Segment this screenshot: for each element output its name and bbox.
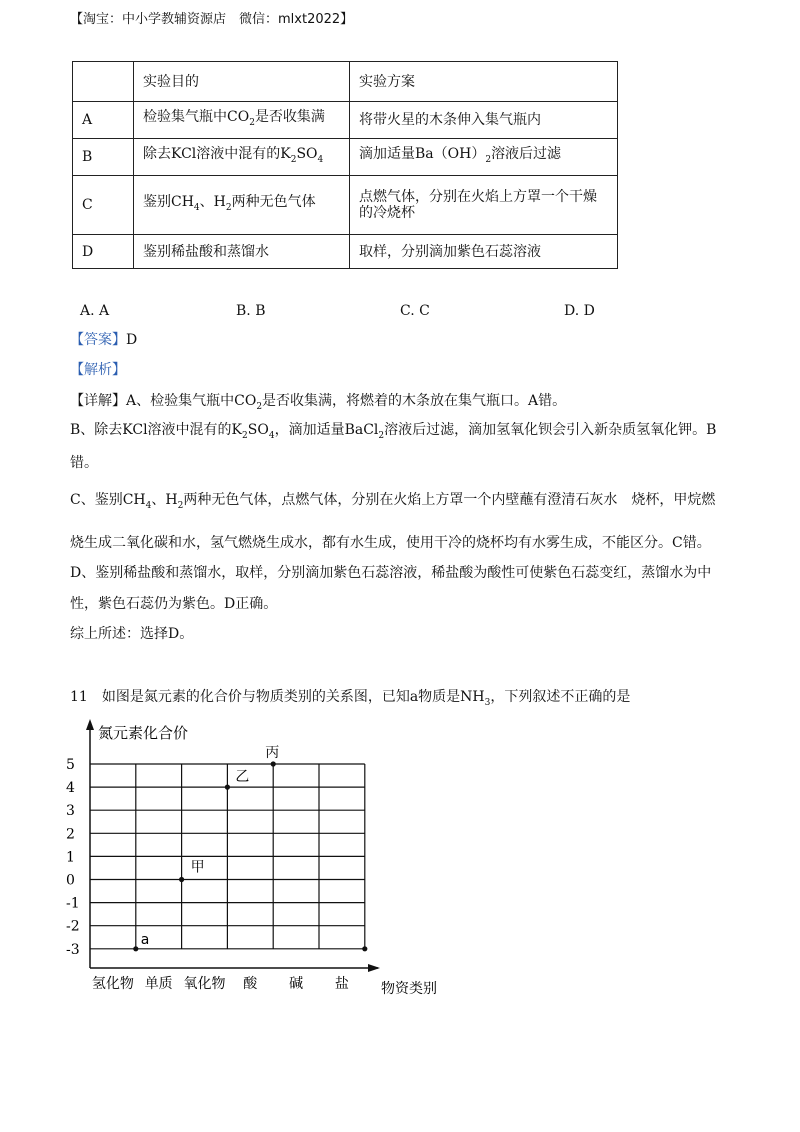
x-tick-label: 单质 [144, 976, 173, 992]
data-points [133, 745, 367, 951]
detail-line-7: 性，紫色石蕊仍为紫色。D正确。 [70, 596, 278, 612]
row-plan: 滴加适量$Ba(OH)_2$溶液后过滤 [350, 139, 618, 176]
data-point [362, 946, 367, 951]
x-tick-label: 盐 [334, 976, 349, 992]
y-tick-label: 1 [66, 849, 75, 866]
data-point [179, 877, 184, 882]
question-11: 11 如图是氮元素的化合价与物质类别的关系图，已知a物质是$NH_3$，下列叙述不正确的是 [70, 689, 631, 708]
analysis-tag: 【解析】 [70, 362, 126, 378]
data-point-label: a [140, 931, 150, 948]
row-purpose: 鉴别稀盐酸和蒸馏水 [134, 235, 350, 269]
option-c: C. C [400, 303, 430, 319]
option-a: A. A [80, 303, 110, 319]
x-tick-label: 碱 [289, 976, 304, 992]
y-tick-label: 2 [66, 826, 75, 843]
detail-line-8: 综上所述：选择D。 [70, 626, 194, 642]
y-axis-arrow [86, 719, 94, 730]
x-tick-label: 酸 [243, 976, 258, 992]
row-plan: 点燃气体，分别在火焰上方罩一个干燥 的冷烧杯 [350, 176, 618, 235]
y-tick-label: -2 [66, 918, 80, 935]
y-tick-labels [66, 757, 80, 958]
data-point [225, 785, 230, 790]
y-tick-label: 5 [66, 757, 75, 773]
option-d: D. D [564, 303, 595, 319]
x-tick-labels [92, 975, 349, 992]
detail-line-1: 【详解】A、检验集气瓶中$CO_2$是否收集满，将燃着的木条放在集气瓶口。A错。 [70, 393, 567, 412]
row-label: D [73, 235, 134, 269]
row-purpose: 鉴别$CH_4$、$H_2$两种无色气体 [134, 176, 350, 235]
y-tick-label: 4 [66, 780, 75, 797]
y-axis-label: 氮元素化合价 [98, 724, 189, 742]
row-label: A [73, 102, 134, 139]
x-tick-label: 氧化物 [183, 976, 226, 992]
data-point-label: 甲 [190, 859, 205, 876]
data-point-label: 丙 [265, 745, 280, 761]
page-header: 【淘宝：中小学教辅资源店 微信：mlxt2022】 [70, 12, 354, 27]
row-label: B [73, 139, 134, 176]
data-point-label: 乙 [235, 769, 250, 786]
x-axis-arrow [368, 964, 380, 972]
y-tick-label: 3 [66, 803, 75, 820]
detail-line-3: 错。 [70, 455, 98, 471]
detail-line-5: 烧生成二氧化碳和水，氢气燃烧生成水，都有水生成，使用干冷的烧杯均有水雾生成，不能区分。C错。 [70, 535, 711, 551]
y-tick-label: -1 [66, 895, 80, 912]
row-plan: 取样，分别滴加紫色石蕊溶液 [350, 235, 618, 269]
data-point [133, 946, 138, 951]
option-b: B. B [236, 303, 266, 319]
detail-line-6: D、鉴别稀盐酸和蒸馏水，取样，分别滴加紫色石蕊溶液，稀盐酸为酸性可使紫色石蕊变红，蒸馏水为中 [70, 565, 712, 581]
answer-tag: 【答案】 [70, 332, 126, 348]
chart-grid [90, 764, 365, 949]
detail-line-4: C、鉴别$CH_4$、$H_2$两种无色气体，点燃气体，分别在火焰上方罩一个内壁蘸有澄清石灰水 烧杯，甲烷燃 [70, 492, 716, 511]
row-label: C [73, 176, 134, 235]
x-tick-label: 氢化物 [91, 976, 134, 992]
table-header-cell: 实验目的 [134, 62, 350, 102]
table-header-cell: 实验方案 [350, 62, 618, 102]
x-axis-label: 物资类别 [381, 981, 437, 997]
row-purpose: 检验集气瓶中$CO_2$是否收集满 [134, 102, 350, 139]
chart-axes [86, 719, 380, 972]
data-point [271, 761, 276, 766]
y-tick-label: 0 [66, 872, 75, 889]
detail-line-2: B、除去KCl溶液中混有的$K_2SO_4$，滴加适量BaCl$_2$溶液后过滤，滴加氢氧化钡会引入新杂质氢氧化钾。B [70, 422, 717, 441]
row-purpose: 除去KCl溶液中混有的$K_2SO_4$ [134, 139, 350, 176]
row-plan: 将带火星的木条伸入集气瓶内 [350, 102, 618, 139]
y-tick-label: -3 [66, 941, 80, 958]
answer-value: D [126, 332, 138, 348]
